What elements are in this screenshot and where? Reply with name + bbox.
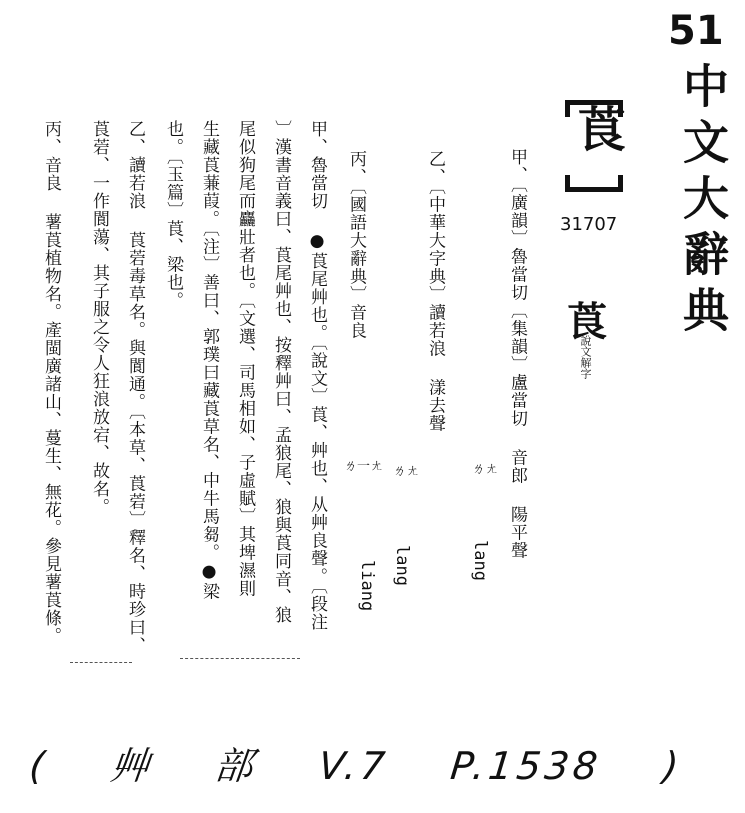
sense-jia-line-2: 〕漢書音義曰、莨尾艸也、按釋艸曰、孟狼尾、狼與莨同音、狼 (271, 120, 291, 624)
handwritten-radical: 艸 (108, 744, 155, 788)
romanization-jia: lang (470, 540, 490, 581)
handwritten-open-paren: ( (27, 744, 51, 788)
sense-jia-line-1: 甲、魯當切 ●莨尾艸也。〔說文〕莨、艸也、从艸良聲。〔段注 (307, 120, 327, 631)
character-code: 31707 (560, 214, 618, 235)
romanization-bing: liang (357, 560, 377, 612)
zhuyin-bing: ㄌ一ㄤ (344, 459, 384, 474)
handwritten-page: P.1538 (448, 744, 604, 788)
handwritten-bu: 部 (212, 744, 259, 788)
sense-jia-line-3: 尾似狗尾而麤壯者也。〔文選、司馬相如、子虛賦〕其埤濕則 (235, 120, 255, 598)
pronunciation-yi: 乙、〔中華大字典〕讀若浪 漾去聲 (425, 150, 445, 433)
dictionary-title: 中文大辭典 (676, 62, 730, 342)
zhuyin-yi: ㄌㄤ (393, 464, 420, 479)
handwritten-volume: V.7 (316, 744, 391, 788)
romanization-yi: lang (392, 545, 412, 586)
head-character: 莨 (569, 104, 625, 152)
page-number: 51 (668, 8, 724, 54)
seal-source-note: 說文解字 (579, 335, 592, 379)
sense-yi-line-2: 莨菪、一作閬蕩、其子服之令人狂浪放宕、故名。 (89, 120, 109, 516)
end-rule-1 (70, 662, 132, 663)
sense-yi-line-1: 乙、讀若浪 莨菪毒草名。與閬通。〔本草、莨菪〕釋名、時珍曰、 (125, 120, 145, 655)
pronunciation-bing: 丙、〔國語大辭典〕音良 (346, 150, 366, 340)
seal-script-character: 莨 (567, 298, 607, 345)
pronunciation-jia: 甲、〔廣韻〕魯當切〔集韻〕盧當切 音郎 陽平聲 (507, 148, 527, 560)
end-rule-2 (180, 658, 300, 659)
handwritten-reference (27, 735, 685, 790)
sense-bing-line-1: 丙、音良 薯莨植物名。產閩廣諸山、蔓生、無花。參見薯莨條。 (41, 120, 61, 645)
handwritten-close-paren: ) (661, 744, 685, 788)
head-bracket-bottom (565, 175, 623, 192)
sense-jia-line-4: 生藏莨蒹葭。〔注〕善曰、郭璞曰藏莨草名、中牛馬芻。●梁 (199, 120, 219, 601)
zhuyin-jia: ㄌㄤ (472, 462, 499, 477)
sense-jia-line-5: 也。〔玉篇〕莨、梁也。 (163, 120, 183, 310)
